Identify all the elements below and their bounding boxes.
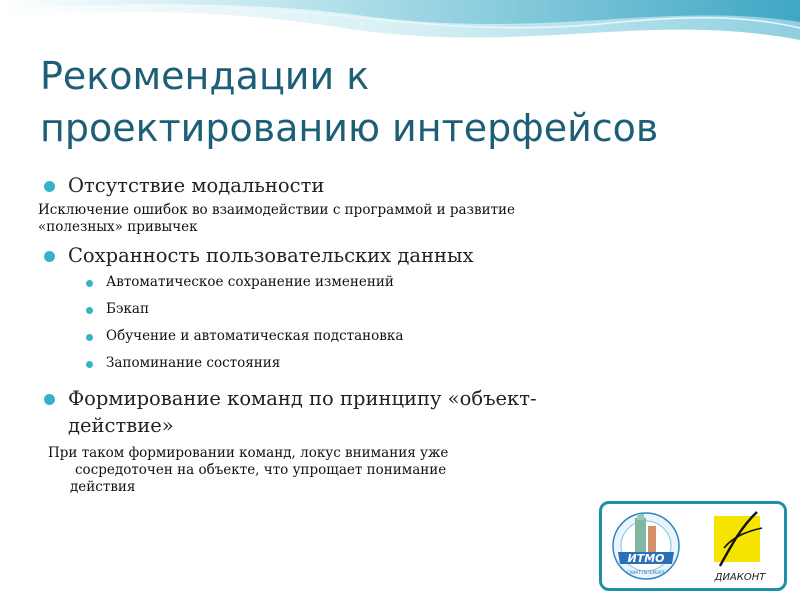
- slide-content: [38, 172, 758, 496]
- itmo-logo-subtext: САНКТ-ПЕТЕРБУРГ: [626, 570, 666, 575]
- sub-bullet-label: Бэкап: [106, 301, 149, 317]
- description-line-2: сосредоточен на объекте, что упрощает понимание: [75, 462, 447, 478]
- bullet-object-action: [38, 385, 758, 439]
- partner-logos-box: [599, 501, 787, 591]
- sub-bullet-state-memory: [38, 350, 758, 377]
- sub-bullet-dot-icon: [86, 307, 93, 314]
- bullet-heading-line-2: действие»: [68, 414, 174, 437]
- sub-bullet-dot-icon: [86, 361, 93, 368]
- partner-logos: [602, 504, 784, 588]
- diakont-logo: [714, 512, 767, 583]
- no-modality-description: [38, 202, 758, 236]
- slide-title-line-2: проектированию интерфейсов: [40, 106, 659, 150]
- bullet-heading-line-1: Формирование команд по принципу «объект-: [68, 387, 537, 410]
- sub-bullet-learning-autocomplete: [38, 323, 758, 350]
- description-line-3: действия: [70, 479, 136, 495]
- sub-bullet-dot-icon: [86, 280, 93, 287]
- itmo-logo-text: ИТМО: [627, 552, 665, 565]
- sub-bullet-dot-icon: [86, 334, 93, 341]
- sub-bullet-label: Запоминание состояния: [106, 355, 281, 371]
- bullet-heading: Отсутствие модальности: [68, 174, 325, 197]
- diakont-logo-text: ДИАКОНТ: [714, 572, 766, 583]
- description-line-2: «полезных» привычек: [38, 219, 198, 235]
- sub-bullet-backup: [38, 296, 758, 323]
- bullet-heading: Сохранность пользовательских данных: [68, 244, 474, 267]
- slide-title: [40, 50, 780, 154]
- description-line-1: Исключение ошибок во взаимодействии с программой и развитие: [38, 202, 516, 218]
- sub-bullet-label: Автоматическое сохранение изменений: [106, 274, 394, 290]
- bullet-dot-icon: [44, 394, 55, 405]
- slide-title-line-1: Рекомендации к: [40, 54, 370, 98]
- description-line-1: При таком формировании команд, локус внимания уже: [48, 445, 449, 461]
- bullet-data-safety: [38, 242, 758, 269]
- object-action-description: [38, 445, 758, 496]
- itmo-logo: [613, 513, 679, 579]
- bullet-dot-icon: [44, 181, 55, 192]
- bullet-no-modality: [38, 172, 758, 199]
- sub-bullet-label: Обучение и автоматическая подстановка: [106, 328, 404, 344]
- sub-bullet-autosave: [38, 269, 758, 296]
- bullet-dot-icon: [44, 251, 55, 262]
